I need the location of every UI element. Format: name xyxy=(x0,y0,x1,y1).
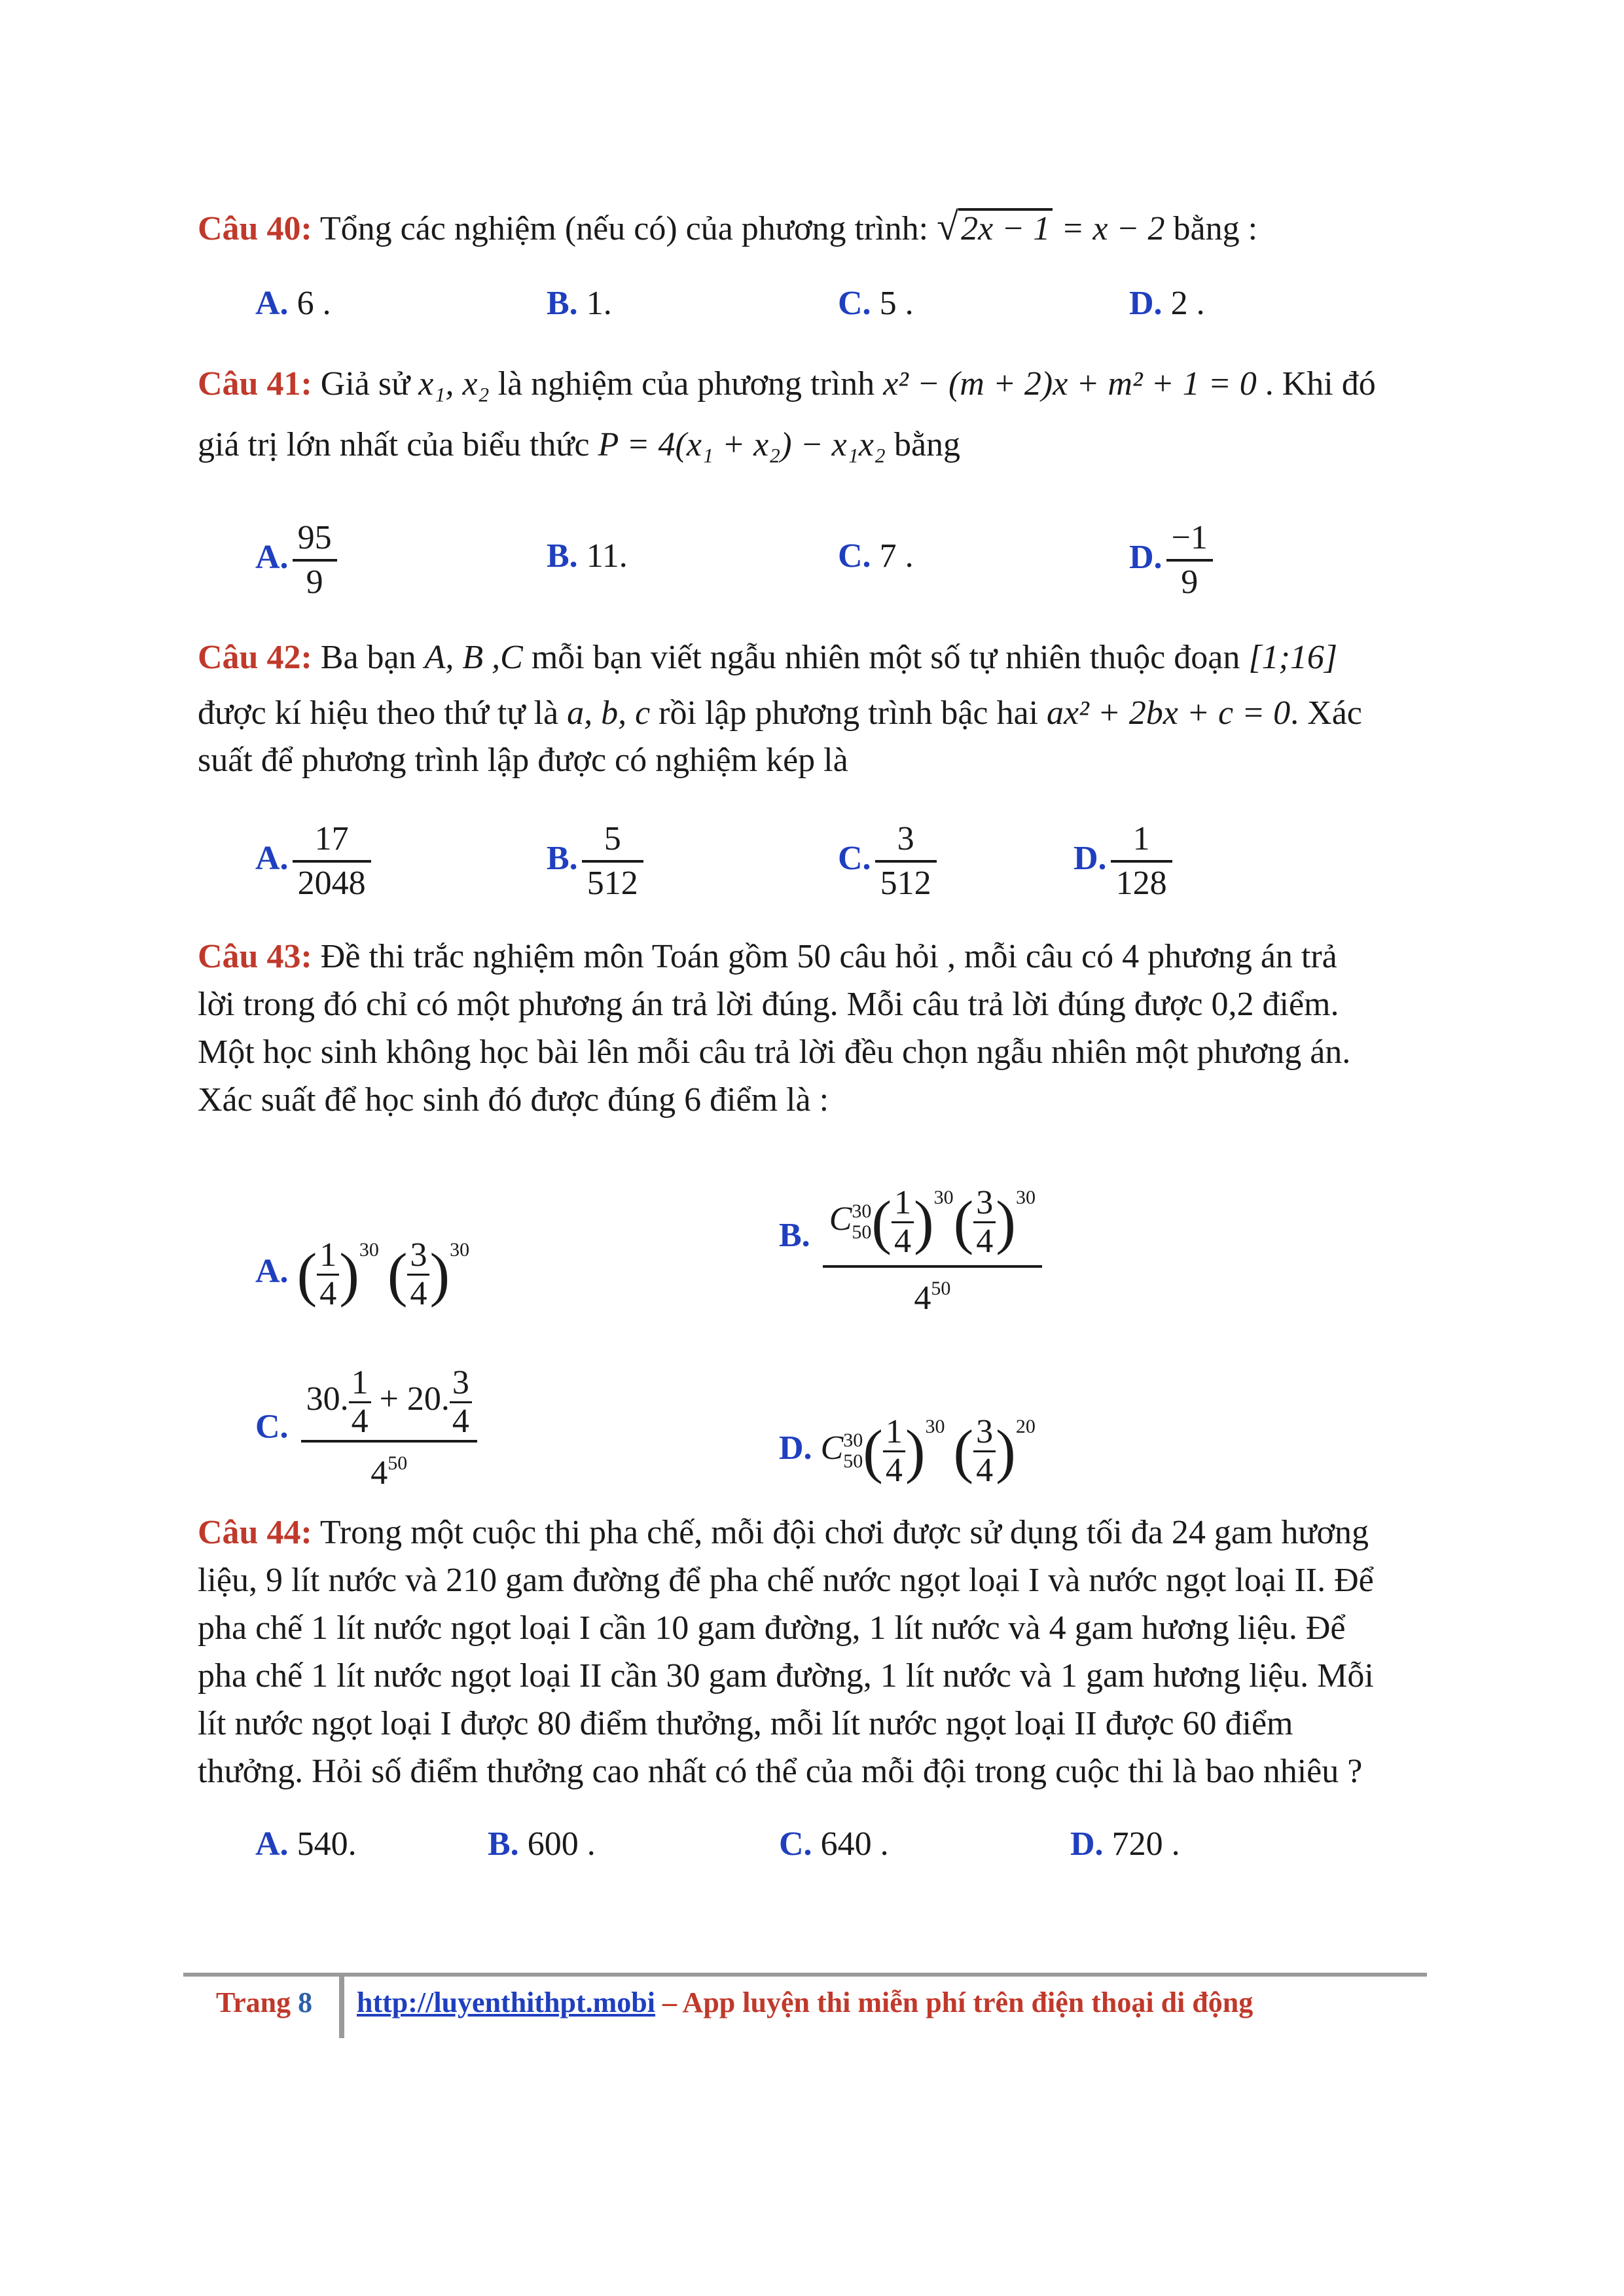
option-value: 6 . xyxy=(297,285,331,322)
power-base: 4 xyxy=(370,1454,388,1492)
q43-stem-line2 xyxy=(198,984,1339,1026)
combination-symbol: C xyxy=(820,1429,844,1467)
option-value: 720 . xyxy=(1111,1825,1180,1863)
q41-text3: . Khi đó xyxy=(1265,365,1376,403)
q40-tail: bằng : xyxy=(1173,210,1258,247)
fraction-den: 4 xyxy=(894,1222,912,1260)
q41-label: Câu 41: xyxy=(198,365,312,403)
fraction-den: 9 xyxy=(1181,564,1199,601)
q40-label: Câu 40: xyxy=(198,210,312,247)
q43-line2: lời trong đó chỉ có một phương án trả lời đúng. Mỗi câu trả lời đúng được 0,2 điểm. xyxy=(198,986,1339,1023)
q42-stem-line2 xyxy=(198,692,1362,734)
q40-option-c xyxy=(838,283,914,325)
combination-indices xyxy=(843,1430,863,1472)
option-key: A. xyxy=(255,1253,289,1290)
combination-sub: 50 xyxy=(852,1221,872,1244)
option-value: 7 . xyxy=(879,537,914,575)
option-value: 11. xyxy=(586,537,628,575)
q43-line4: Xác suất để học sinh đó được đúng 6 điểm là : xyxy=(198,1081,829,1119)
fraction xyxy=(582,818,643,905)
option-key: A. xyxy=(255,285,289,322)
q41-text1: Giả sử xyxy=(320,365,410,403)
fraction xyxy=(450,1365,472,1440)
q44-stem-line1 xyxy=(198,1512,1369,1554)
exponent: 50 xyxy=(388,1452,408,1474)
left-paren-icon: ( xyxy=(863,1418,883,1485)
page-word: Trang xyxy=(216,1986,291,2018)
q41-stem-line1 xyxy=(198,363,1376,405)
fraction-num: 3 xyxy=(973,1414,996,1452)
footer-tagline xyxy=(357,1983,1253,2022)
q43-line1: Đề thi trắc nghiệm môn Toán gồm 50 câu hỏi , mỗi câu có 4 phương án trả xyxy=(320,938,1337,975)
option-key: D. xyxy=(1129,285,1163,322)
q42-option-c xyxy=(838,818,941,905)
option-key: C. xyxy=(838,285,871,322)
fraction-den xyxy=(823,1268,1042,1319)
combination-indices xyxy=(852,1201,871,1243)
q40-text: Tổng các nghiệm (nếu có) của phương trình: xyxy=(319,210,929,247)
q43-option-b xyxy=(779,1152,1046,1319)
q44-line1: Trong một cuộc thi pha chế, mỗi đội chơi được sử dụng tối đa 24 gam hương xyxy=(319,1514,1369,1551)
q43-stem-line1 xyxy=(198,936,1337,978)
page-number: 8 xyxy=(298,1986,313,2018)
option-key: B. xyxy=(779,1217,810,1254)
q40-option-b xyxy=(547,283,612,325)
q41-option-a xyxy=(255,517,341,603)
option-key: D. xyxy=(1129,538,1163,576)
q43-stem-line3 xyxy=(198,1031,1350,1073)
fraction xyxy=(883,1414,905,1489)
q42-stem-line3 xyxy=(198,740,848,781)
exponent: 30 xyxy=(925,1416,945,1437)
fraction xyxy=(293,818,371,905)
option-key: D. xyxy=(1074,839,1107,877)
right-paren-icon: ) xyxy=(996,1418,1016,1485)
q42-line3: suất để phương trình lập được có nghiệm kép là xyxy=(198,742,848,779)
q42-interval: [1;16] xyxy=(1248,639,1338,676)
q44-label: Câu 44: xyxy=(198,1514,312,1551)
fraction-den: 4 xyxy=(976,1222,994,1260)
sqrt-icon: √ xyxy=(937,205,959,248)
q40-option-d xyxy=(1129,283,1205,325)
option-key: A. xyxy=(255,1825,289,1863)
fraction-den: 4 xyxy=(885,1451,903,1489)
page-number-label xyxy=(216,1983,312,2022)
q42-vars: a, b, c xyxy=(567,694,651,732)
fraction xyxy=(1166,517,1213,603)
q44-option-a xyxy=(255,1823,357,1865)
q44-line6: thưởng. Hỏi số điểm thưởng cao nhất có thể của mỗi đội trong cuộc thi là bao nhiêu ? xyxy=(198,1753,1363,1790)
q42-line1b: mỗi bạn viết ngẫu nhiên một số tự nhiên thuộc đoạn xyxy=(531,639,1240,676)
fraction-num: 1 xyxy=(892,1185,914,1223)
q41-equation: x² − (m + 2)x + m² + 1 = 0 xyxy=(883,365,1257,403)
combination-symbol: C xyxy=(829,1200,852,1238)
tagline-text: – App luyện thi miễn phí trên điện thoại di động xyxy=(655,1986,1254,2018)
q43-stem-line4 xyxy=(198,1079,829,1121)
fraction xyxy=(407,1237,429,1312)
fraction xyxy=(301,1360,477,1494)
fraction xyxy=(875,818,937,905)
fraction xyxy=(892,1185,914,1260)
q44-stem-line4 xyxy=(198,1655,1374,1697)
q42-label: Câu 42: xyxy=(198,639,312,676)
right-paren-icon: ) xyxy=(905,1418,926,1485)
option-key: A. xyxy=(255,538,289,576)
q41-line2-tail: bằng xyxy=(893,426,961,463)
right-paren-icon: ) xyxy=(914,1189,934,1256)
q44-line3: pha chế 1 lít nước ngọt loại I cần 10 gam đường, 1 lít nước và 4 gam hương liệu. Để xyxy=(198,1609,1346,1647)
q44-stem-line3 xyxy=(198,1607,1345,1649)
combination-sub: 50 xyxy=(843,1450,863,1473)
fraction-num: 3 xyxy=(450,1365,472,1403)
fraction-num: 1 xyxy=(883,1414,905,1452)
q42-line1a: Ba bạn xyxy=(320,639,416,676)
q42-stem-line1 xyxy=(198,637,1337,679)
option-key: B. xyxy=(547,285,578,322)
exponent: 30 xyxy=(450,1239,470,1261)
exponent: 20 xyxy=(1015,1416,1036,1437)
q42-line2c: . Xác xyxy=(1290,694,1362,732)
option-key: C. xyxy=(838,537,871,575)
exponent: 50 xyxy=(931,1278,951,1299)
option-value: 600 . xyxy=(527,1825,596,1863)
q41-text2: là nghiệm của phương trình xyxy=(497,365,875,403)
q44-option-b xyxy=(488,1823,596,1865)
left-paren-icon: ( xyxy=(953,1418,974,1485)
left-paren-icon: ( xyxy=(387,1241,408,1308)
fraction-num: 5 xyxy=(582,818,643,863)
q42-option-d xyxy=(1074,818,1176,905)
exponent: 30 xyxy=(1015,1187,1036,1208)
q41-option-d xyxy=(1129,517,1217,603)
option-key: C. xyxy=(255,1408,289,1446)
q41-stem-line2 xyxy=(198,424,960,466)
option-key: C. xyxy=(838,839,871,877)
fraction-den: 4 xyxy=(410,1274,427,1312)
q42-option-a xyxy=(255,818,375,905)
footer-divider xyxy=(183,1973,1427,1977)
fraction-den: 4 xyxy=(976,1451,994,1489)
fraction-num: 3 xyxy=(407,1237,429,1276)
q44-option-c xyxy=(779,1823,889,1865)
fraction xyxy=(349,1365,371,1440)
option-value: 1. xyxy=(586,285,612,322)
option-value: 640 . xyxy=(820,1825,889,1863)
fraction-num xyxy=(301,1360,477,1443)
q41-option-c xyxy=(838,535,914,577)
q44-line5: lít nước ngọt loại I được 80 điểm thưởng, mỗi lít nước ngọt loại II được 60 điểm xyxy=(198,1705,1293,1742)
q41-option-b xyxy=(547,535,628,577)
q43-line3: Một học sinh không học bài lên mỗi câu trả lời đều chọn ngẫu nhiên một phương án. xyxy=(198,1033,1351,1071)
fraction-num: 1 xyxy=(1111,818,1172,863)
option-key: B. xyxy=(547,839,578,877)
option-value: 2 . xyxy=(1170,285,1205,322)
q41-line2-text: giá trị lớn nhất của biểu thức xyxy=(198,426,590,463)
option-key: A. xyxy=(255,839,289,877)
q40-option-a xyxy=(255,283,331,325)
fraction-den: 128 xyxy=(1115,865,1167,902)
q42-option-b xyxy=(547,818,647,905)
fraction xyxy=(973,1414,996,1489)
q42-line2a: được kí hiệu theo thứ tự là xyxy=(198,694,559,732)
option-value: 540. xyxy=(297,1825,357,1863)
right-paren-icon: ) xyxy=(339,1241,359,1308)
exponent: 30 xyxy=(933,1187,954,1208)
combination-sup: 30 xyxy=(843,1429,863,1452)
q42-names: A, B ,C xyxy=(424,639,523,676)
coefficient: + 20. xyxy=(370,1380,450,1418)
q41-vars: x₁, x₂ xyxy=(418,365,490,403)
fraction xyxy=(317,1237,339,1312)
q43-label: Câu 43: xyxy=(198,938,312,975)
q44-line2: liệu, 9 lít nước và 210 gam đường để pha chế nước ngọt loại I và nước ngọt loại II. Để xyxy=(198,1562,1374,1599)
q40-radicand: 2x − 1 xyxy=(958,208,1053,247)
q43-option-c xyxy=(255,1360,481,1494)
fraction-num: −1 xyxy=(1166,517,1213,562)
left-paren-icon: ( xyxy=(297,1241,317,1308)
site-link[interactable]: http://luyenthithpt.mobi xyxy=(357,1986,655,2018)
q44-line4: pha chế 1 lít nước ngọt loại II cần 30 gam đường, 1 lít nước và 1 gam hương liệu. Mỗi xyxy=(198,1657,1374,1695)
q40-stem xyxy=(198,206,1257,250)
fraction-num: 95 xyxy=(293,517,337,562)
right-paren-icon: ) xyxy=(996,1189,1016,1256)
fraction-num: 3 xyxy=(875,818,937,863)
q44-option-d xyxy=(1070,1823,1180,1865)
q42-equation: ax² + 2bx + c = 0 xyxy=(1047,694,1291,732)
q44-stem-line2 xyxy=(198,1560,1374,1602)
fraction xyxy=(293,517,337,603)
option-value: 5 . xyxy=(879,285,914,322)
fraction-num xyxy=(823,1152,1042,1268)
fraction-den: 512 xyxy=(586,865,638,902)
q43-option-a xyxy=(255,1204,469,1318)
right-paren-icon: ) xyxy=(429,1241,450,1308)
fraction-den xyxy=(301,1443,477,1494)
combination-sup: 30 xyxy=(852,1200,872,1223)
fraction xyxy=(1111,818,1172,905)
power-base: 4 xyxy=(914,1280,931,1317)
fraction-num: 1 xyxy=(317,1237,339,1276)
fraction-den: 4 xyxy=(452,1402,469,1440)
q44-stem-line5 xyxy=(198,1703,1293,1745)
q41-expr: P = 4(x₁ + x₂) − x₁x₂ xyxy=(598,426,886,463)
fraction-den: 9 xyxy=(306,564,323,601)
fraction-num: 3 xyxy=(973,1185,996,1223)
fraction-den: 4 xyxy=(319,1274,337,1312)
option-key: B. xyxy=(488,1825,519,1863)
option-key: B. xyxy=(547,537,578,575)
coefficient: 30. xyxy=(306,1380,349,1418)
fraction-den: 4 xyxy=(351,1402,369,1440)
exponent: 30 xyxy=(359,1239,379,1261)
option-key: D. xyxy=(1070,1825,1104,1863)
fraction xyxy=(823,1152,1042,1319)
option-key: C. xyxy=(779,1825,812,1863)
fraction xyxy=(973,1185,996,1260)
left-paren-icon: ( xyxy=(871,1189,892,1256)
fraction-den: 512 xyxy=(880,865,931,902)
q40-rhs: = x − 2 xyxy=(1053,210,1165,247)
fraction-den: 2048 xyxy=(297,865,366,902)
q44-stem-line6 xyxy=(198,1751,1362,1793)
q43-option-d xyxy=(779,1381,1036,1494)
footer-separator xyxy=(339,1973,344,2038)
fraction-num: 17 xyxy=(293,818,371,863)
option-key: D. xyxy=(779,1429,812,1467)
fraction-num: 1 xyxy=(349,1365,371,1403)
left-paren-icon: ( xyxy=(953,1189,974,1256)
q42-line2b: rồi lập phương trình bậc hai xyxy=(659,694,1039,732)
